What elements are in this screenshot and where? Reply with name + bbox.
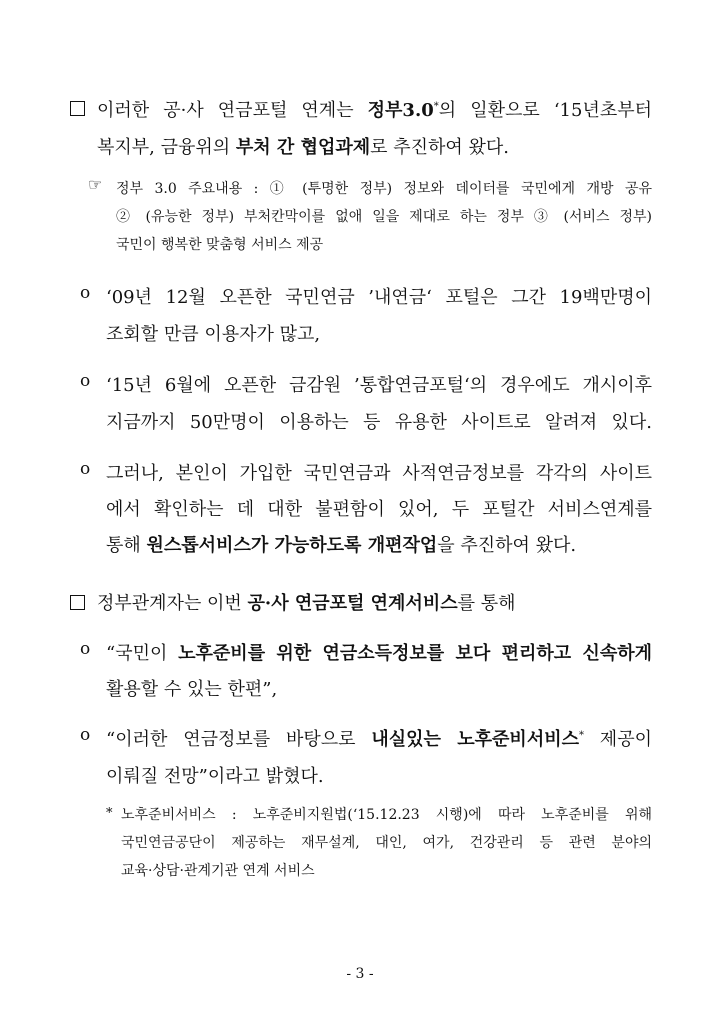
text-run: 통해	[106, 535, 147, 556]
item-1-line-1	[106, 283, 652, 309]
circle-bullet: o	[80, 283, 91, 303]
item-5-line-2	[106, 762, 324, 788]
text-run: 를 통해	[457, 593, 516, 614]
text-run: 의 일환으로 ‘15년초부터	[438, 100, 653, 121]
item-3-line-3	[106, 531, 576, 557]
text-run: 에서 확인하는 데 대한 불편함이 있어, 두 포털간 서비스연계를	[106, 499, 652, 520]
footnote-marker: *	[578, 730, 584, 741]
text-run: 지금까지 50만명이 이용하는 등 유용한 사이트로 알려져 있다.	[106, 412, 652, 433]
text-run: 활용할 수 있는 한편”,	[106, 679, 278, 700]
section-1-line-2	[97, 133, 509, 159]
section-box-marker	[70, 101, 85, 116]
item-2-line-2	[106, 408, 652, 434]
circle-bullet: o	[80, 725, 91, 745]
text-run: “국민이	[106, 643, 179, 664]
text-run: 조회할 만큼 이용자가 많고,	[106, 324, 321, 345]
emphasis-text: 원스톱서비스가 가능하도록 개편작업	[146, 535, 438, 556]
item-4-line-2	[106, 675, 277, 701]
text-run: “이러한 연금정보를 바탕으로	[106, 729, 372, 750]
note-1-line-2: ② (유능한 정부) 부처칸막이를 없애 일을 제대로 하는 정부 ③ (서비스 정부)	[116, 209, 652, 225]
text-run: 제공이	[583, 729, 652, 750]
item-3-line-1	[106, 459, 652, 485]
emphasis-text: 노후준비를 위한 연금소득정보를 보다 편리하고 신속하게	[178, 643, 652, 664]
item-2-line-1	[106, 371, 652, 397]
emphasis-text: 내실있는 노후준비서비스	[371, 729, 579, 750]
item-5-line-1	[106, 725, 652, 751]
text-run: ‘09년 12월 오픈한 국민연금 ’내연금‘ 포털은 그간 19백만명이	[106, 287, 652, 308]
text-run: 이뤄질 전망”이라고 밝혔다.	[106, 766, 324, 787]
section-2-line-1	[97, 589, 516, 615]
circle-bullet: o	[80, 371, 91, 391]
note-1-line-1: 정부 3.0 주요내용 : ① (투명한 정부) 정보와 데이터를 국민에게 개방 공유	[116, 181, 652, 197]
emphasis-text: 정부3.0	[367, 100, 434, 121]
text-run: 을 추진하여 왔다.	[437, 535, 577, 556]
item-1-line-2	[106, 320, 320, 346]
note-2-line-3: 교육·상담·관계기관 연계 서비스	[121, 863, 315, 879]
item-4-line-1	[106, 639, 652, 665]
note-1-line-3: 국민이 행복한 맞춤형 서비스 제공	[116, 237, 324, 253]
section-1-line-1	[97, 96, 652, 122]
text-run: 복지부, 금융위의	[97, 137, 236, 158]
emphasis-text: 공·사 연금포털 연계서비스	[247, 593, 458, 614]
pointing-hand-icon: ☞	[88, 175, 103, 194]
text-run: 로 추진하여 왔다.	[370, 137, 510, 158]
page-number: - 3 -	[346, 966, 374, 982]
circle-bullet: o	[80, 639, 91, 659]
text-run: 이러한 공·사 연금포털 연계는	[97, 100, 368, 121]
emphasis-text: 부처 간 협업과제	[235, 137, 371, 158]
circle-bullet: o	[80, 459, 91, 479]
asterisk-note-marker: *	[106, 806, 113, 821]
text-run: 그러나, 본인이 가입한 국민연금과 사적연금정보를 각각의 사이트	[106, 463, 652, 484]
text-run: ‘15년 6월에 오픈한 금감원 ’통합연금포털‘의 경우에도 개시이후	[106, 375, 652, 396]
section-box-marker	[70, 595, 85, 610]
footnote-marker: *	[433, 101, 439, 112]
note-2-line-1: 노후준비서비스 : 노후준비지원법(‘15.12.23 시행)에 따라 노후준비를 위해	[121, 807, 652, 823]
note-2-line-2: 국민연금공단이 제공하는 재무설계, 대인, 여가, 건강관리 등 관련 분야의	[121, 835, 652, 851]
text-run: 정부관계자는 이번	[97, 593, 248, 614]
item-3-line-2	[106, 495, 652, 521]
